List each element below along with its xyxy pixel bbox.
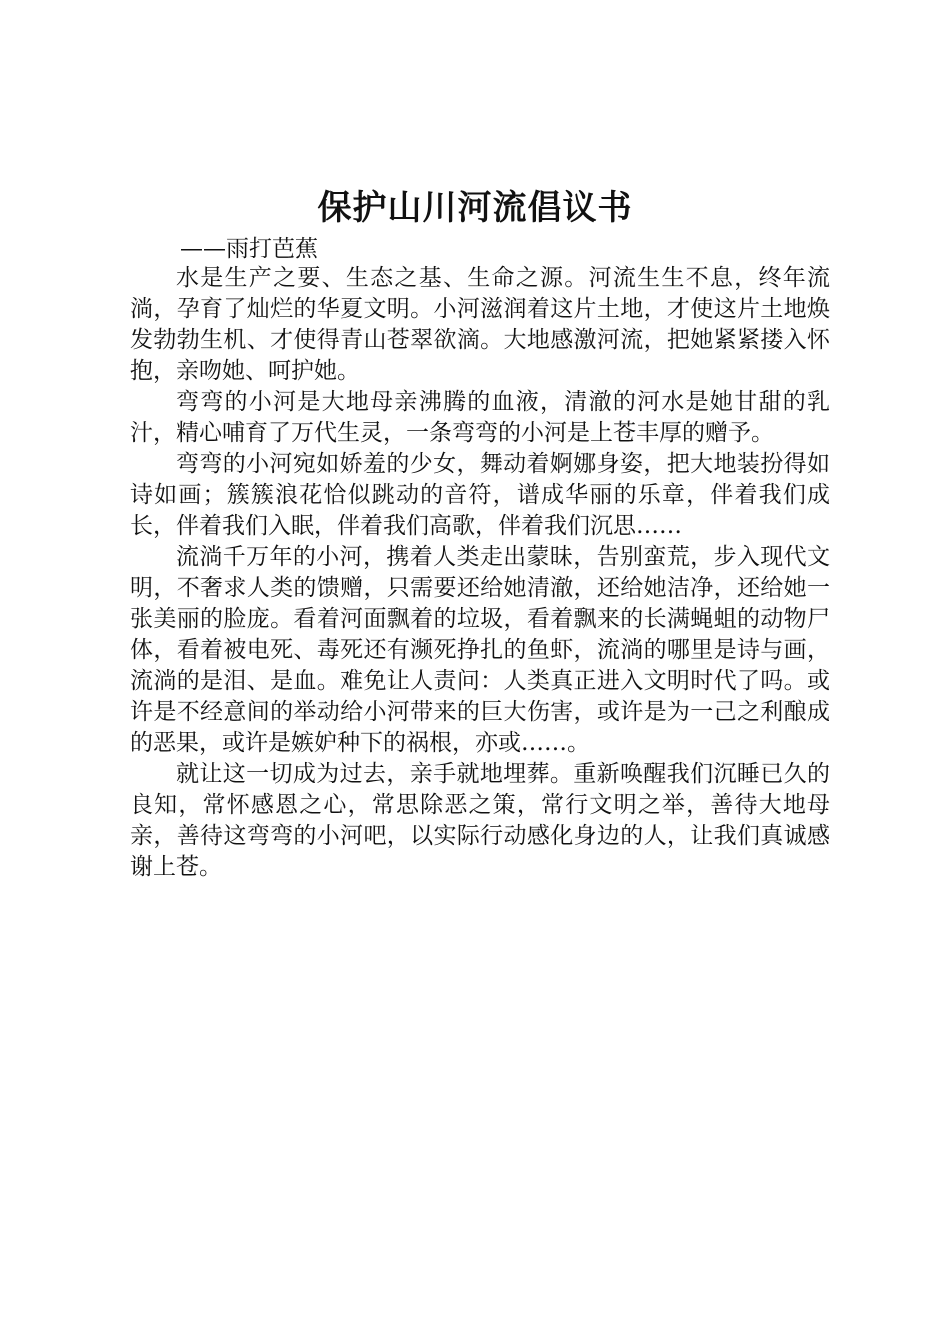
paragraph: 就让这一切成为过去，亲手就地埋葬。重新唤醒我们沉睡已久的良知，常怀感恩之心，常思除恶之策，常行文明之举，善待大地母亲，善待这弯弯的小河吧，以实际行动感化身边的人，让我们真诚感谢上苍。 xyxy=(130,761,830,880)
paragraph: 流淌千万年的小河，携着人类走出蒙昧，告别蛮荒，步入现代文明，不奢求人类的馈赠，只需要还给她清澈，还给她洁净，还给她一张美丽的脸庞。看着河面飘着的垃圾，看着飘来的长满蝇蛆的动物尸体，看着被电死、毒死还有濒死挣扎的鱼虾，流淌的哪里是诗与画，流淌的是泪、是血。难免让人责问：人类真正进入文明时代了吗。或许是不经意间的举动给小河带来的巨大伤害，或许是为一己之利酿成的恶果，或许是嫉妒种下的祸根，亦或……。 xyxy=(130,544,830,756)
paragraph: 水是生产之要、生态之基、生命之源。河流生生不息，终年流淌，孕育了灿烂的华夏文明。小河滋润着这片土地，才使这片土地焕发勃勃生机、才使得青山苍翠欲滴。大地感激河流，把她紧紧搂入怀抱，亲吻她、呵护她。 xyxy=(130,265,830,384)
paragraph: 弯弯的小河宛如娇羞的少女，舞动着婀娜身姿，把大地装扮得如诗如画；簇簇浪花恰似跳动的音符，谱成华丽的乐章，伴着我们成长，伴着我们入眠，伴着我们高歌，伴着我们沉思…… xyxy=(130,451,830,539)
author-byline: ——雨打芭蕉 xyxy=(180,236,318,262)
document-body xyxy=(130,263,830,883)
paragraph: 弯弯的小河是大地母亲沸腾的血液，清澈的河水是她甘甜的乳汁，精心哺育了万代生灵，一条弯弯的小河是上苍丰厚的赠予。 xyxy=(130,389,830,446)
document-title: 保护山川河流倡议书 xyxy=(317,188,633,228)
